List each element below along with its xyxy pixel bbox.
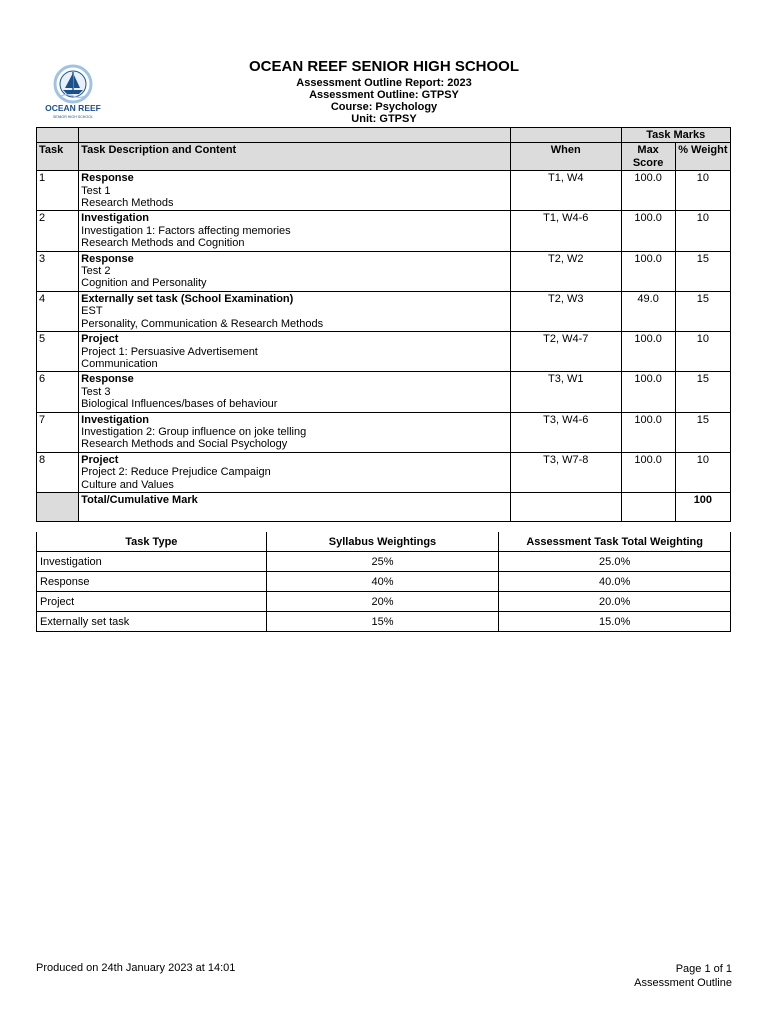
task-type: Externally set task: [37, 612, 267, 632]
task-title: Externally set task (School Examination): [81, 292, 294, 305]
total-weighting: 25.0%: [499, 552, 731, 572]
task-row: [37, 251, 731, 291]
task-number: 3: [37, 251, 79, 291]
task-marks-header: Task Marks: [621, 128, 731, 143]
page-footer: [634, 962, 732, 990]
task-detail-line: Investigation 1: Factors affecting memories: [81, 224, 291, 237]
task-number: 1: [37, 171, 79, 211]
task-weight: 15: [675, 291, 730, 331]
weighting-row: [37, 612, 731, 632]
total-label: Total/Cumulative Mark: [79, 492, 511, 521]
task-title: Response: [81, 373, 134, 386]
task-max-score: 100.0: [621, 171, 675, 211]
task-number: 4: [37, 291, 79, 331]
col-total-header: Assessment Task Total Weighting: [499, 532, 731, 552]
task-number: 2: [37, 211, 79, 251]
task-weight: 10: [675, 171, 730, 211]
unit-title: Unit: GTPSY: [351, 113, 417, 125]
course-title: Course: Psychology: [330, 101, 438, 113]
task-row: [37, 332, 731, 372]
task-weight: 10: [675, 211, 730, 251]
task-detail-line: Project 2: Reduce Prejudice Campaign: [81, 466, 271, 479]
task-detail-line: Test 2: [81, 265, 111, 278]
task-title: Response: [81, 172, 134, 185]
table-group-header-row: [37, 128, 731, 143]
task-weight: 15: [675, 412, 730, 452]
total-weight: 100: [675, 492, 730, 521]
task-description: [79, 211, 511, 251]
produced-date: Produced on 24th January 2023 at 14:01: [36, 962, 236, 974]
weightings-header-row: [37, 532, 731, 552]
col-weight-header: % Weight: [675, 143, 730, 171]
document-name: Assessment Outline: [634, 977, 732, 989]
task-row: [37, 452, 731, 492]
total-weighting: 20.0%: [499, 592, 731, 612]
task-row: [37, 412, 731, 452]
task-max-score: 100.0: [621, 251, 675, 291]
col-syllabus-header: Syllabus Weightings: [266, 532, 499, 552]
task-number: 6: [37, 372, 79, 412]
task-description: [79, 332, 511, 372]
task-max-score: 100.0: [621, 412, 675, 452]
task-type: Response: [37, 572, 267, 592]
task-max-score: 100.0: [621, 211, 675, 251]
syllabus-weighting: 15%: [266, 612, 499, 632]
logo-name: OCEAN REEF: [45, 103, 101, 113]
task-description: [79, 372, 511, 412]
task-max-score: 49.0: [621, 291, 675, 331]
task-detail-line: Research Methods and Social Psychology: [81, 438, 288, 451]
task-description: [79, 452, 511, 492]
col-task-header: Task: [37, 143, 79, 171]
task-weight: 15: [675, 251, 730, 291]
task-when: T3, W4-6: [511, 412, 621, 452]
task-description: [79, 412, 511, 452]
task-detail-line: Biological Influences/bases of behaviour: [81, 398, 278, 411]
task-detail-line: Personality, Communication & Research Methods: [81, 317, 324, 330]
logo-tagline: SENIOR HIGH SCHOOL: [53, 115, 93, 119]
task-when: T2, W2: [511, 251, 621, 291]
task-title: Investigation: [81, 212, 150, 225]
task-number: 7: [37, 412, 79, 452]
task-row: [37, 171, 731, 211]
task-number: 8: [37, 452, 79, 492]
col-when-header: When: [511, 143, 621, 171]
task-type: Investigation: [37, 552, 267, 572]
page-number: Page 1 of 1: [675, 963, 732, 975]
task-detail-line: Test 1: [81, 184, 111, 197]
task-detail-line: Cognition and Personality: [81, 277, 207, 290]
task-when: T1, W4-6: [511, 211, 621, 251]
task-detail-line: Investigation 2: Group influence on joke telling: [81, 425, 307, 438]
weighting-row: [37, 552, 731, 572]
col-type-header: Task Type: [37, 532, 267, 552]
outline-title: Assessment Outline: GTPSY: [309, 89, 459, 101]
task-when: T3, W7-8: [511, 452, 621, 492]
task-when: T1, W4: [511, 171, 621, 211]
syllabus-weighting: 20%: [266, 592, 499, 612]
col-desc-header: Task Description and Content: [79, 143, 511, 171]
task-detail-line: Research Methods and Cognition: [81, 237, 245, 250]
task-weight: 10: [675, 332, 730, 372]
task-detail-line: Test 3: [81, 385, 111, 398]
total-weighting: 15.0%: [499, 612, 731, 632]
syllabus-weighting: 25%: [266, 552, 499, 572]
task-when: T2, W4-7: [511, 332, 621, 372]
task-detail-line: Culture and Values: [81, 478, 174, 491]
task-when: T3, W1: [511, 372, 621, 412]
task-row: [37, 372, 731, 412]
task-description: [79, 171, 511, 211]
task-detail-line: Project 1: Persuasive Advertisement: [81, 345, 258, 358]
school-title: OCEAN REEF SENIOR HIGH SCHOOL: [248, 58, 520, 75]
task-title: Project: [81, 333, 119, 346]
task-weight: 15: [675, 372, 730, 412]
task-description: [79, 291, 511, 331]
syllabus-weighting: 40%: [266, 572, 499, 592]
total-weighting: 40.0%: [499, 572, 731, 592]
task-description: [79, 251, 511, 291]
total-row: [37, 492, 731, 521]
table-header-row: [37, 143, 731, 171]
weighting-row: [37, 572, 731, 592]
weighting-row: [37, 592, 731, 612]
col-max-header: Max Score: [621, 143, 675, 171]
task-row: [37, 211, 731, 251]
task-number: 5: [37, 332, 79, 372]
task-title: Project: [81, 453, 119, 466]
task-max-score: 100.0: [621, 332, 675, 372]
task-max-score: 100.0: [621, 372, 675, 412]
task-row: [37, 291, 731, 331]
task-type: Project: [37, 592, 267, 612]
task-detail-line: Research Methods: [81, 197, 174, 210]
task-when: T2, W3: [511, 291, 621, 331]
report-title: Assessment Outline Report: 2023: [296, 77, 472, 89]
task-max-score: 100.0: [621, 452, 675, 492]
task-title: Investigation: [81, 413, 150, 426]
weightings-table: [36, 532, 731, 632]
task-title: Response: [81, 252, 134, 265]
task-detail-line: EST: [81, 305, 103, 318]
task-detail-line: Communication: [81, 357, 158, 370]
task-weight: 10: [675, 452, 730, 492]
assessment-tasks-table: [36, 127, 731, 522]
